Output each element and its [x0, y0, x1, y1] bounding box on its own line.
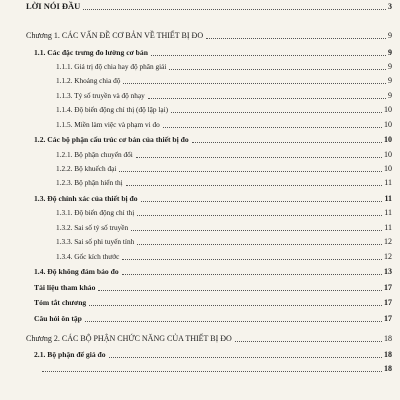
- toc-entry-section[interactable]: [34, 134, 392, 145]
- toc-entry-subsection[interactable]: [56, 236, 392, 247]
- toc-entry-title: 1.1.4. Độ biến động chỉ thị (độ lặp lại): [56, 105, 169, 115]
- toc-entry-subsection[interactable]: [56, 90, 392, 101]
- toc-entry-section[interactable]: [34, 313, 392, 324]
- toc-entry-references[interactable]: [34, 282, 392, 293]
- dot-leader: [136, 157, 382, 158]
- toc-entry-subsection[interactable]: [56, 119, 392, 130]
- toc-entry-title: 1.3.2. Sai số tỷ số truyền: [56, 222, 129, 232]
- toc-page-number: 18: [384, 334, 392, 344]
- toc-entry-title: 1.2.1. Bộ phận chuyển đổi: [56, 149, 133, 159]
- toc-entry-title: 1.1.2. Khoảng chia độ: [56, 76, 121, 86]
- toc-entry-section[interactable]: [34, 47, 392, 58]
- toc-entry-subsection[interactable]: [56, 177, 392, 188]
- toc-page-number: 17: [384, 298, 392, 308]
- dot-leader: [148, 98, 386, 99]
- toc-entry-subsection[interactable]: [56, 163, 392, 174]
- toc-page-number: 9: [388, 62, 392, 71]
- toc-entry-title: Chương 1. CÁC VẤN ĐỀ CƠ BẢN VỀ THIẾT BỊ ĐO: [26, 30, 204, 40]
- toc-entry-title: 1.2.3. Bộ phận hiển thị: [56, 178, 123, 188]
- dot-leader: [123, 83, 386, 84]
- toc-page-number: 11: [384, 208, 392, 218]
- toc-page-number: 12: [384, 251, 392, 261]
- toc-entry-title: Câu hỏi ôn tập: [34, 314, 82, 323]
- dot-leader: [141, 201, 383, 202]
- toc-entry-summary[interactable]: [34, 297, 392, 308]
- toc-entry-subsection[interactable]: [56, 149, 392, 160]
- toc-entry-title: Tài liệu tham khảo: [34, 282, 96, 292]
- toc-entry-title: Chương 2. CÁC BỘ PHẬN CHỨC NĂNG CỦA THIẾT BỊ ĐO: [26, 334, 232, 344]
- dot-leader: [126, 185, 383, 186]
- toc-page-number: 9: [388, 30, 392, 40]
- dot-leader: [109, 357, 382, 358]
- toc-entry-title: 1.1.5. Miền làm việc và phạm vi đo: [56, 119, 160, 129]
- toc-page-number: 17: [384, 282, 392, 292]
- toc-page-number: 9: [388, 47, 392, 57]
- dot-leader: [42, 371, 382, 372]
- toc-entry-chapter-1[interactable]: [26, 30, 392, 41]
- toc-entry-section[interactable]: [34, 266, 392, 277]
- dot-leader: [119, 171, 382, 172]
- toc-entry-title: 1.3.1. Độ biến động chỉ thị: [56, 208, 135, 218]
- toc-entry-title: 2.1. Bộ phận để giá đo: [34, 350, 106, 359]
- dot-leader: [131, 230, 382, 231]
- toc-page-number: 10: [384, 119, 392, 129]
- toc-entry-chapter[interactable]: [26, 333, 392, 344]
- toc-page-number: 3: [388, 2, 392, 11]
- dot-leader: [206, 38, 386, 39]
- toc-page-number: 11: [384, 194, 392, 203]
- dot-leader: [83, 9, 386, 10]
- toc-entry-title: 1.2. Các bộ phận cấu trúc cơ bản của thiết bị đo: [34, 135, 189, 145]
- dot-leader: [137, 244, 382, 245]
- toc-entry-title: 1.4. Độ không đảm bảo đo: [34, 267, 119, 277]
- dot-leader: [122, 259, 382, 260]
- toc-entry-subsection[interactable]: [56, 104, 392, 115]
- toc-entry-title: 1.3.3. Sai số phi tuyến tính: [56, 237, 135, 247]
- toc-page-number: 10: [384, 105, 392, 115]
- toc-page-number: 12: [384, 237, 392, 247]
- toc-entry-title: 1.2.2. Bộ khuếch đại: [56, 164, 117, 173]
- dot-leader: [171, 112, 382, 113]
- dot-leader: [122, 274, 382, 275]
- toc-entry-subsection[interactable]: [56, 75, 392, 86]
- toc-page-number: 10: [384, 164, 392, 173]
- toc-page-number: 17: [384, 314, 392, 323]
- toc-entry-title: Tóm tắt chương: [34, 298, 87, 308]
- toc-entry-subsection[interactable]: [56, 251, 392, 262]
- toc-page-number: 9: [388, 76, 392, 86]
- dot-leader: [192, 142, 382, 143]
- toc-entry-subsection[interactable]: [56, 222, 392, 233]
- dot-leader: [163, 127, 382, 128]
- toc-entry-section[interactable]: [34, 193, 392, 204]
- dot-leader: [235, 341, 382, 342]
- toc-page-number: 13: [384, 267, 392, 277]
- toc-page-number: 9: [388, 90, 392, 100]
- toc-entry-subsection[interactable]: [56, 207, 392, 218]
- dot-leader: [98, 290, 382, 291]
- toc-page-number: 11: [384, 222, 392, 232]
- toc-entry-title: 1.1.1. Giá trị độ chia hay độ phân giải: [56, 62, 167, 71]
- toc-page-number: 10: [384, 135, 392, 145]
- toc-page-number: 18: [384, 364, 392, 374]
- dot-leader: [151, 55, 386, 56]
- toc-page-number: 11: [384, 178, 392, 188]
- toc-entry-title: 1.3.4. Gốc kích thước: [56, 251, 120, 261]
- toc-entry-section[interactable]: [34, 349, 392, 360]
- toc-page-number: 18: [384, 350, 392, 359]
- toc-entry-preface[interactable]: [26, 1, 392, 12]
- toc-entry-section[interactable]: [34, 363, 392, 374]
- toc-entry-title: 1.1. Các đặc trưng đo lường cơ bản: [34, 47, 148, 57]
- toc-entry-title: 1.1.3. Tỷ số truyền và độ nhạy: [56, 90, 145, 100]
- toc-entry-title: 1.3. Độ chính xác của thiết bị đo: [34, 194, 138, 203]
- toc-entry-title: LỜI NÓI ĐẦU: [26, 1, 81, 11]
- toc-page-number: 10: [384, 149, 392, 159]
- dot-leader: [137, 215, 382, 216]
- dot-leader: [85, 321, 382, 322]
- dot-leader: [169, 69, 386, 70]
- toc-entry-subsection[interactable]: [56, 61, 392, 72]
- dot-leader: [89, 305, 382, 306]
